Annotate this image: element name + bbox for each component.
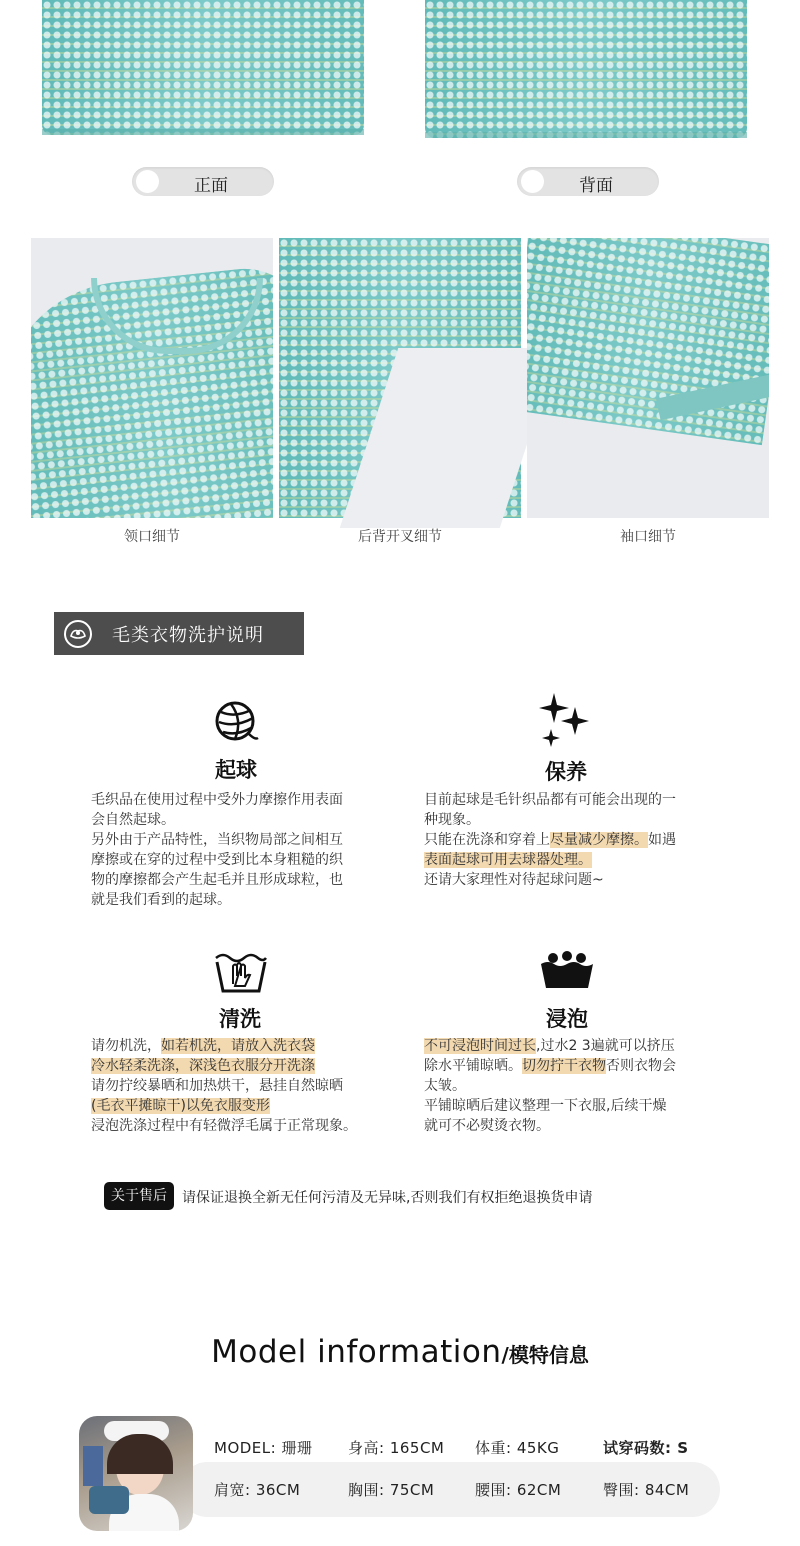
back-slit-detail-photo <box>279 238 521 518</box>
soaking-title: 浸泡 <box>546 1007 588 1031</box>
highlight: 切勿拧干衣物 <box>522 1058 606 1074</box>
avatar <box>79 1416 193 1531</box>
neckline-detail-photo <box>31 238 273 518</box>
washing-title: 清洗 <box>219 1007 261 1031</box>
after-sales-text: 请保证退换全新无任何污清及无异味,否则我们有权拒绝退换货申请 <box>182 1190 593 1206</box>
highlight: 尽量减少摩擦。 <box>550 832 648 848</box>
back-view-label: 背面 <box>517 167 659 196</box>
highlight: 表面起球可用去球器处理。 <box>424 852 592 868</box>
model-info-heading: Model information/模特信息 <box>211 1334 589 1370</box>
detail-caption-cuff: 袖口细节 <box>620 529 676 545</box>
highlight: 不可浸泡时间过长 <box>424 1038 536 1054</box>
care-section-header <box>54 612 304 655</box>
pilling-text: 毛织品在使用过程中受外力摩擦作用表面 会自然起球。 另外由于产品特性，当织物局部之间相互 摩擦或在穿的过程中受到比本身粗糙的织 物的摩擦都会产生起毛并且形成球粒，也 就是我们看到的起球。 <box>91 792 343 908</box>
pilling-title: 起球 <box>215 758 257 782</box>
care-text: 目前起球是毛针织品都有可能会出现的一 种现象。 只能在洗涤和穿着上尽量减少摩擦。如遇 表面起球可用去球器处理。 还请大家理性对待起球问题~ <box>424 792 676 888</box>
wool-care-icon <box>63 619 93 649</box>
front-garment-photo <box>42 0 364 135</box>
soaking-text: 不可浸泡时间过长,过水2 3遍就可以挤压 除水平铺晾晒。切勿拧干衣物否则衣物会 太皱。 平铺晾晒后建议整理一下衣服,后续干燥 就可不必熨烫衣物。 <box>424 1038 676 1134</box>
highlight: 冷水轻柔洗涤，深浅色衣服分开洗涤 <box>91 1058 315 1074</box>
washing-text: 请勿机洗，如若机洗，请放入洗衣袋 冷水轻柔洗涤，深浅色衣服分开洗涤 请勿拧绞暴晒和加热烘干，悬挂自然晾晒 (毛衣平摊晾干)以免衣服变形 浸泡洗涤过程中有轻微浮毛属于正常现象。 <box>91 1038 357 1134</box>
highlight: 如若机洗，请放入洗衣袋 <box>161 1038 315 1054</box>
after-sales-badge: 关于售后 <box>104 1182 174 1210</box>
yarn-ball-icon <box>213 700 259 744</box>
care-title: 保养 <box>545 760 587 784</box>
care-section-title: 毛类衣物洗护说明 <box>112 625 264 646</box>
detail-caption-neckline: 领口细节 <box>124 529 180 545</box>
detail-caption-back-slit: 后背开叉细节 <box>358 529 442 545</box>
highlight: (毛衣平摊晾干)以免衣服变形 <box>91 1098 270 1114</box>
front-view-label: 正面 <box>132 167 274 196</box>
hand-wash-icon <box>213 948 269 994</box>
back-garment-photo <box>425 0 747 138</box>
cuff-detail-photo <box>527 238 769 518</box>
sparkle-icon <box>539 693 593 747</box>
soak-basin-icon <box>539 950 595 990</box>
